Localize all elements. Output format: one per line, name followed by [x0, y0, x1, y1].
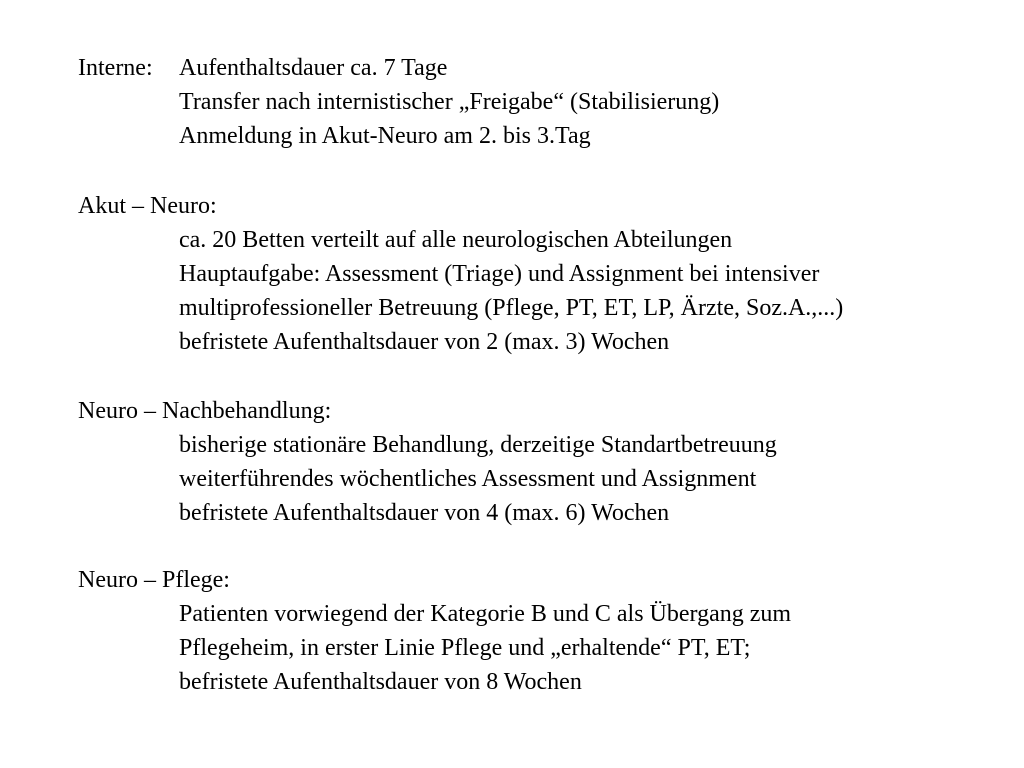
section-label: Interne: — [78, 55, 153, 81]
section-line: ca. 20 Betten verteilt auf alle neurologischen Abteilungen — [179, 227, 733, 253]
section-line: Pflegeheim, in erster Linie Pflege und „erhaltende“ PT, ET; — [179, 635, 751, 661]
section-row — [78, 119, 1008, 153]
section-label: Akut – Neuro: — [78, 193, 217, 219]
section-row — [78, 291, 1008, 325]
section-row — [78, 665, 1008, 699]
section-row — [78, 51, 1008, 85]
section-line: Hauptaufgabe: Assessment (Triage) und Assignment bei intensiver — [179, 261, 820, 287]
section-row — [78, 223, 1008, 257]
section-row — [78, 496, 1008, 530]
section-line: befristete Aufenthaltsdauer von 8 Wochen — [179, 669, 582, 695]
section-row — [78, 85, 1008, 119]
section-row — [78, 257, 1008, 291]
section-row — [78, 631, 1008, 665]
section-row — [78, 597, 1008, 631]
section-line: multiprofessioneller Betreuung (Pflege, PT, ET, LP, Ärzte, Soz.A.,...) — [179, 295, 844, 321]
section-line: Patienten vorwiegend der Kategorie B und C als Übergang zum — [179, 601, 792, 627]
section-row — [78, 325, 1008, 359]
section-line: bisherige stationäre Behandlung, derzeitige Standartbetreuung — [179, 432, 777, 458]
section-line: weiterführendes wöchentliches Assessment und Assignment — [179, 466, 757, 492]
section-label: Neuro – Pflege: — [78, 567, 230, 593]
section-line: Anmeldung in Akut-Neuro am 2. bis 3.Tag — [179, 123, 591, 149]
section-line: befristete Aufenthaltsdauer von 2 (max. 3) Wochen — [179, 329, 670, 355]
section-akut-neuro — [78, 189, 1008, 359]
section-interne — [78, 51, 1008, 153]
section-line: Transfer nach internistischer „Freigabe“ (Stabilisierung) — [179, 89, 720, 115]
section-neuro-nachbehandlung — [78, 394, 1008, 530]
section-line: befristete Aufenthaltsdauer von 4 (max. 6) Wochen — [179, 500, 670, 526]
section-row — [78, 563, 1008, 597]
section-row — [78, 462, 1008, 496]
section-label: Neuro – Nachbehandlung: — [78, 398, 332, 424]
section-line: Aufenthaltsdauer ca. 7 Tage — [179, 55, 448, 81]
section-row — [78, 428, 1008, 462]
section-row — [78, 189, 1008, 223]
section-row — [78, 394, 1008, 428]
section-neuro-pflege — [78, 563, 1008, 699]
